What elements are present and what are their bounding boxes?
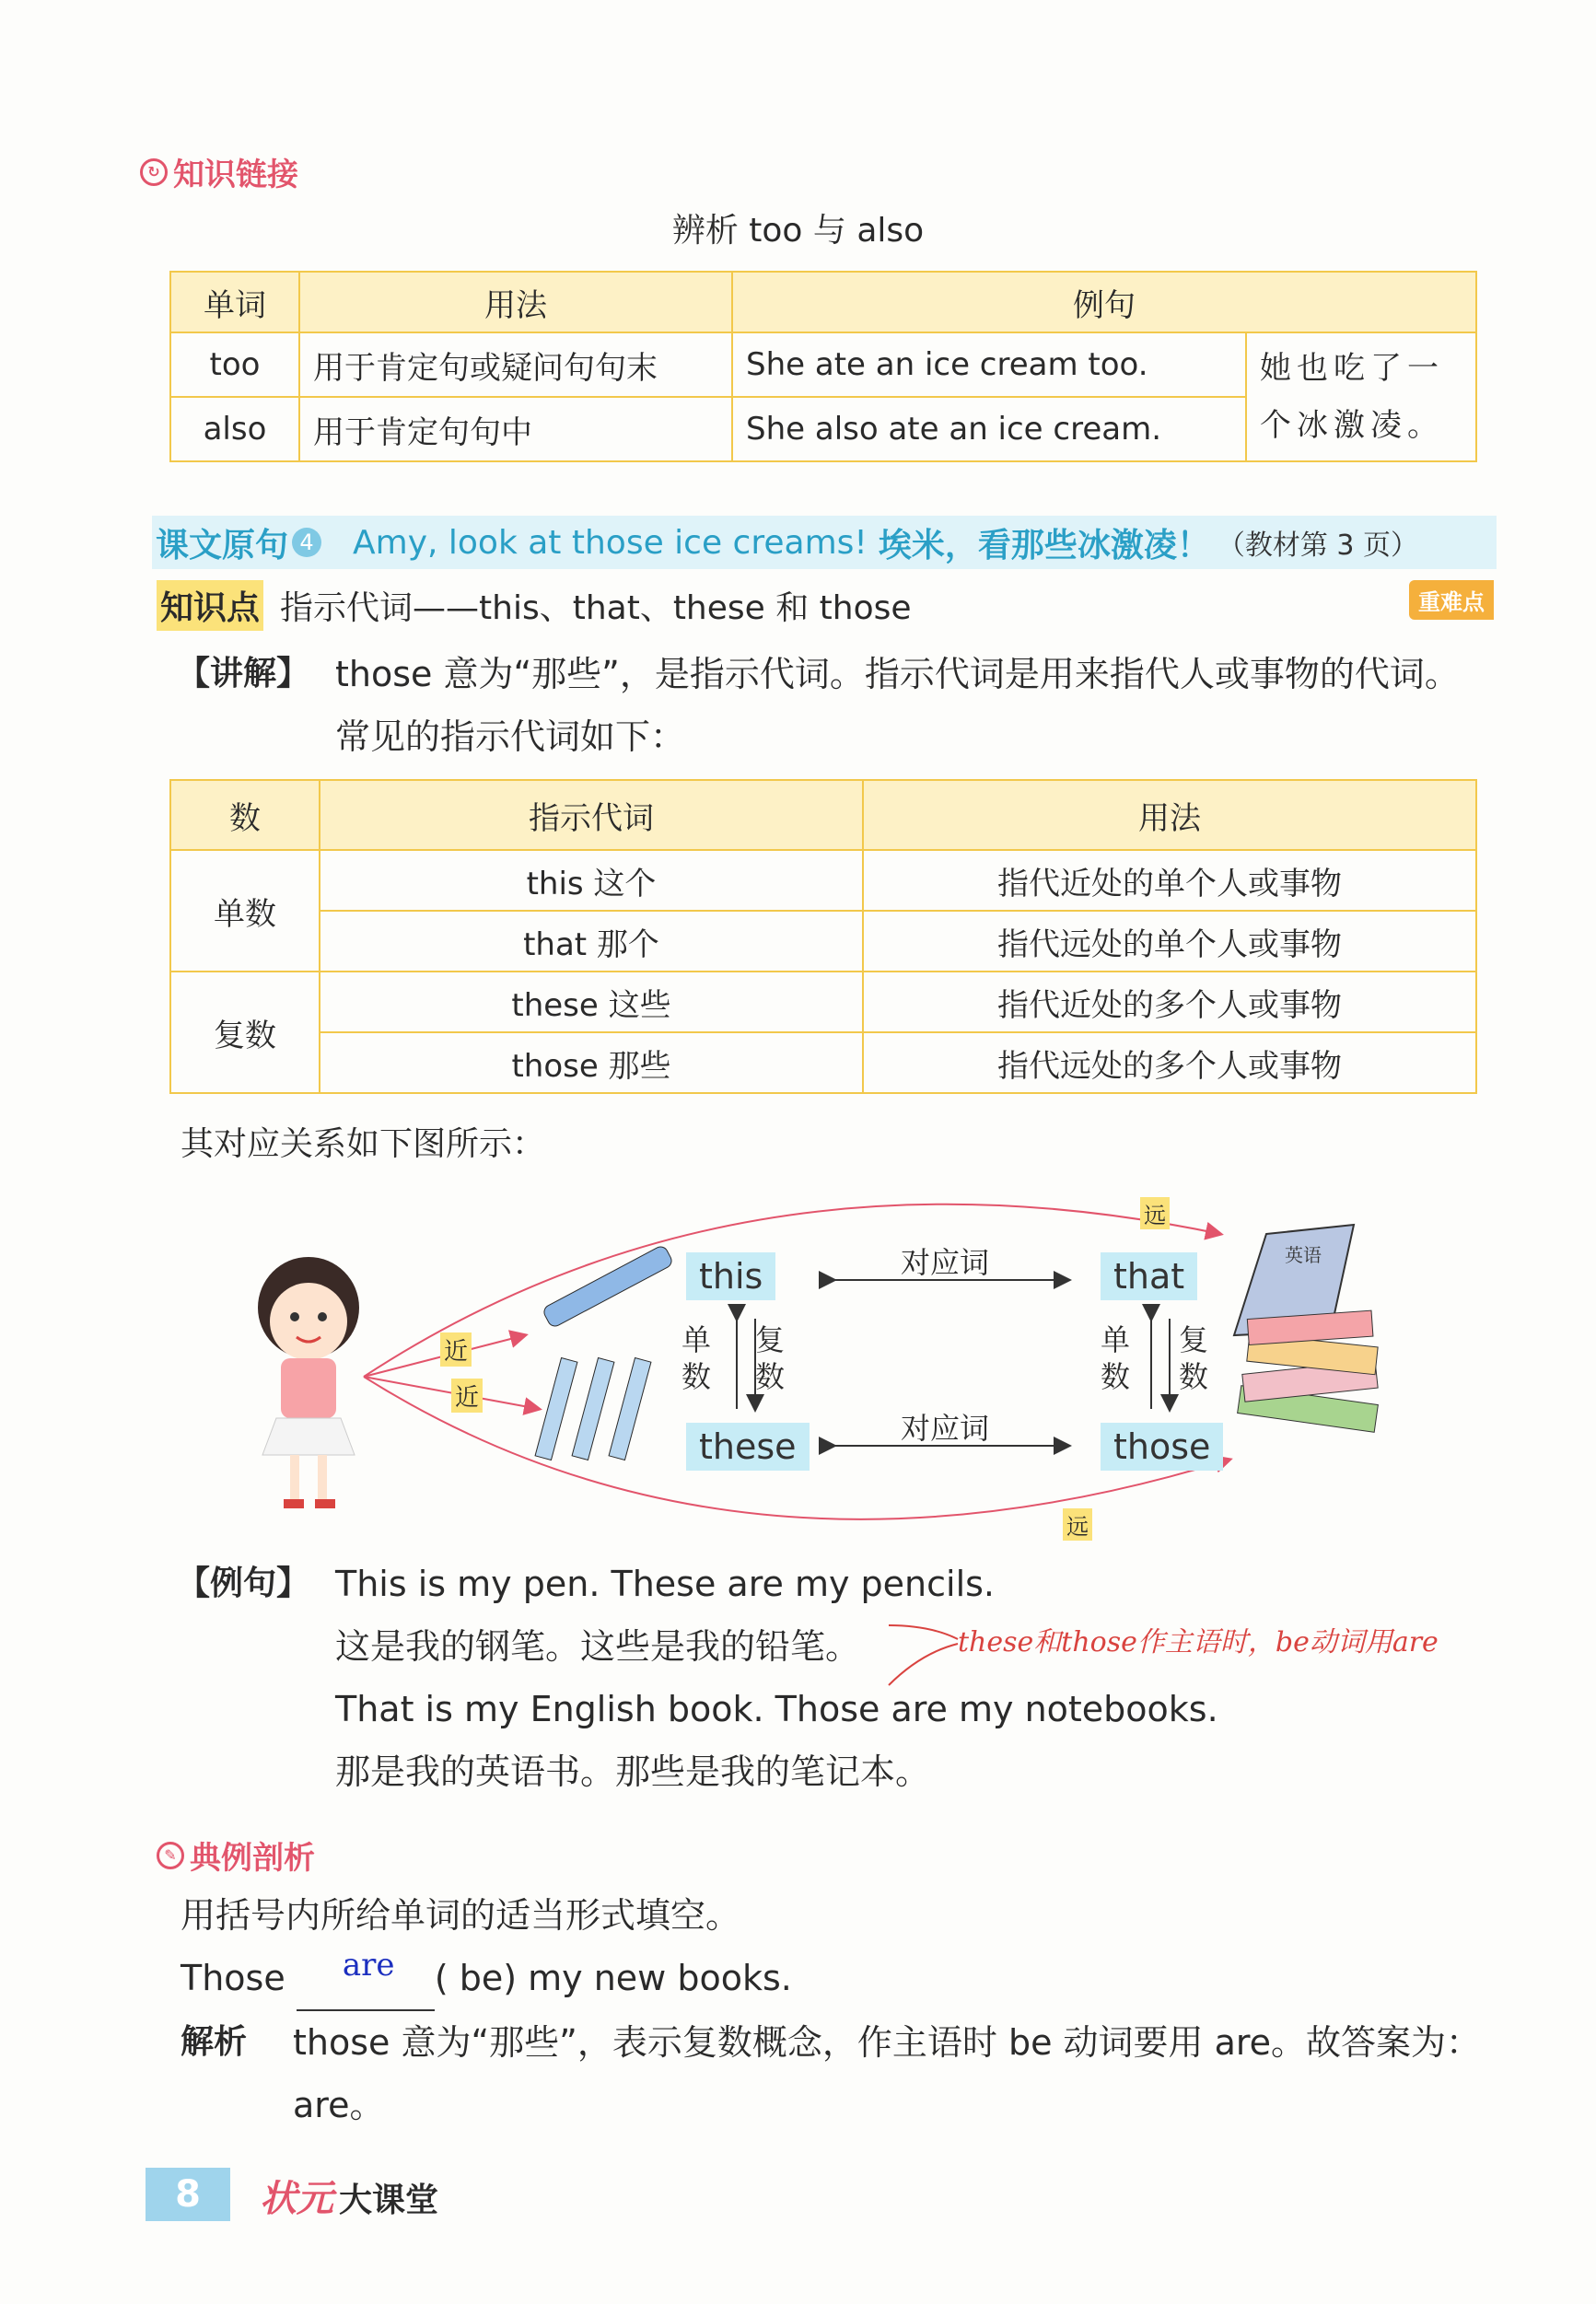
note-arrows (884, 1616, 967, 1699)
instruction: 用括号内所给单词的适当形式填空。 (181, 1895, 741, 1936)
explanation-line-1: those 意为“那些”，是指示代词。指示代词是用来指代人或事物的代词。 (335, 654, 1460, 694)
chip-this: this (686, 1252, 775, 1300)
use-those: 指代远处的多个人或事物 (863, 1032, 1476, 1093)
group-singular: 单数 (170, 850, 320, 972)
question-suffix: ( be) my new books. (434, 1958, 792, 1998)
lesson-sentence-chinese: 埃米，看那些冰激凌！ (878, 526, 1210, 564)
difficulty-badge: 重难点 (1409, 580, 1494, 620)
example-2-zh: 那是我的英语书。那些是我的笔记本。 (335, 1751, 931, 1792)
knowledge-link-heading: ↻ 知识链接 (140, 149, 298, 194)
header-number: 数 (170, 780, 320, 850)
question-prefix: Those (181, 1958, 285, 1998)
word-also: also (170, 397, 299, 461)
usage-also: 用于肯定句句中 (299, 397, 732, 461)
typical-example-heading: ✎ 典例剖析 (157, 1833, 315, 1878)
pronoun-table (169, 779, 1477, 1094)
near-label-pencils: 近 (451, 1379, 483, 1413)
plural-label-right: 复数 (1179, 1322, 1209, 1394)
example-also: She also ate an ice cream. (732, 397, 1246, 461)
lesson-sentence-english: Amy, look at those ice creams! (353, 523, 868, 562)
pronoun-this: this 这个 (320, 850, 863, 911)
header-use: 用法 (863, 780, 1476, 850)
correspondence-diagram (0, 1169, 1596, 1556)
link-icon: ↻ (140, 158, 168, 186)
diagram-intro: 其对应关系如下图所示： (181, 1125, 546, 1163)
header-pronoun: 指示代词 (320, 780, 863, 850)
example-1-en: This is my pen. These are my pencils. (335, 1564, 996, 1604)
corr-label-top: 对应词 (901, 1245, 990, 1280)
chip-those: those (1101, 1423, 1223, 1471)
pronoun-that: that 那个 (320, 911, 863, 972)
example-too: She ate an ice cream too. (732, 332, 1246, 397)
examples (177, 1553, 1521, 1803)
pronoun-those: those 那些 (320, 1032, 863, 1093)
header-example: 例句 (732, 272, 1476, 332)
knowledge-point-text: 指示代词——this、that、these 和 those (280, 589, 912, 627)
analysis-line-1: those 意为“那些”，表示复数概念，作主语时 be 动词要用 are。故答案为： (293, 2022, 1482, 2063)
knowledge-point (157, 580, 912, 631)
typical-example (181, 1884, 1525, 2136)
lesson-sentence-label: 课文原句 (156, 526, 289, 564)
example-2-en: That is my English book. Those are my notebooks. (335, 1689, 1218, 1729)
far-label-bottom: 远 (1063, 1508, 1092, 1541)
analysis-line-2: are。 (293, 2085, 385, 2125)
analysis-label: 解析 (181, 2023, 248, 2061)
explanation-label: 【讲解】 (177, 655, 310, 692)
books-stack-illustration (1238, 1310, 1379, 1432)
chip-these: these (686, 1423, 810, 1471)
explanation-line-2: 常见的指示代词如下： (335, 716, 686, 757)
corr-label-bottom: 对应词 (901, 1411, 990, 1446)
brand-part-1: 状元 (260, 2178, 333, 2220)
lesson-sentence-number: 4 (292, 528, 321, 557)
usage-too: 用于肯定句或疑问句句末 (299, 332, 732, 397)
lesson-sentence-bar (152, 516, 1497, 569)
brand-part-2: 大课堂 (339, 2182, 439, 2219)
header-usage: 用法 (299, 272, 732, 332)
girl-illustration (258, 1257, 359, 1508)
example-translation: 她也吃了一个冰激凌。 (1246, 332, 1476, 461)
example-1-zh: 这是我的钢笔。这些是我的铅笔。 (335, 1626, 861, 1667)
single-label-right: 单数 (1101, 1322, 1131, 1394)
handwritten-note: these和those作主语时，be动词用are (958, 1626, 1439, 1658)
chip-that: that (1101, 1252, 1197, 1300)
knowledge-point-label: 知识点 (157, 580, 263, 631)
examples-label: 【例句】 (177, 1565, 310, 1602)
use-these: 指代近处的多个人或事物 (863, 972, 1476, 1032)
pencils-illustration (535, 1358, 651, 1460)
pencil-icon: ✎ (157, 1842, 184, 1869)
too-also-title: 辨析 too 与 also (671, 212, 925, 250)
pronoun-these: these 这些 (320, 972, 863, 1032)
group-plural: 复数 (170, 972, 320, 1093)
near-label-pen: 近 (440, 1332, 472, 1367)
explanation (177, 643, 1521, 768)
word-too: too (170, 332, 299, 397)
header-word: 单词 (170, 272, 299, 332)
answer-blank[interactable] (297, 1947, 435, 2011)
page-number: 8 (146, 2168, 230, 2221)
use-this: 指代近处的单个人或事物 (863, 850, 1476, 911)
handwritten-answer: are (342, 1947, 395, 1984)
question (181, 1947, 1525, 2011)
far-arc-top (364, 1204, 1220, 1377)
book-label: 英语 (1285, 1244, 1322, 1266)
single-label-left: 单数 (682, 1322, 712, 1394)
brand-logo (260, 2170, 438, 2222)
lesson-sentence-source: （教材第 3 页） (1217, 529, 1419, 562)
use-that: 指代远处的单个人或事物 (863, 911, 1476, 972)
far-label-top: 远 (1140, 1197, 1170, 1229)
plural-label-left: 复数 (755, 1322, 786, 1394)
too-also-table (169, 271, 1477, 462)
